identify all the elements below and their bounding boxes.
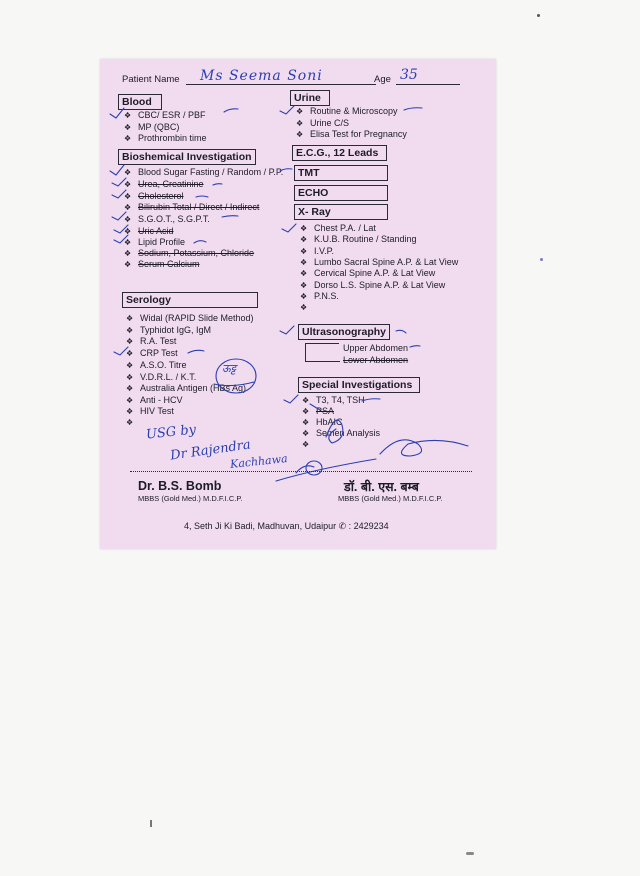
blood-item-mp: ❖ MP (QBC) [124, 122, 180, 132]
scan-speck [540, 258, 543, 261]
biochemical-title: Bioshemical Investigation [118, 149, 256, 165]
blood-item-cbc: ❖ CBC/ ESR / PBF [124, 110, 206, 120]
xray-item: ❖ [300, 303, 308, 312]
usg-item-upper: Upper Abdomen [343, 343, 409, 353]
biochem-item: ❖ Sodium, Potassium, Chloride [124, 248, 255, 258]
tmt-title: TMT [294, 165, 388, 181]
scan-speck [466, 852, 474, 855]
handwritten-circled-note: ऊट्ट [222, 362, 237, 375]
special-item: ❖ T3, T4, TSH [302, 395, 365, 405]
scan-speck [537, 14, 540, 17]
urine-title: Urine [290, 90, 330, 106]
biochem-item: ❖ Lipid Profile [124, 237, 186, 247]
serology-item: ❖ HIV Test [126, 406, 174, 416]
handwritten-usg-note-1: USG by [145, 422, 197, 443]
biochem-item: ❖ Blood Sugar Fasting / Random / P.P. [124, 167, 284, 177]
xray-item: ❖ K.U.B. Routine / Standing [300, 234, 417, 244]
urine-item: ❖ Urine C/S [296, 118, 350, 128]
biochem-item: ❖ Serum Calcium [124, 259, 200, 269]
blood-item-pt: ❖ Prothrombin time [124, 133, 207, 143]
footer-divider [130, 471, 472, 472]
echo-title: ECHO [294, 185, 388, 201]
serology-title: Serology [122, 292, 258, 308]
xray-item: ❖ Lumbo Sacral Spine A.P. & Lat View [300, 257, 459, 267]
xray-item: ❖ I.V.P. [300, 246, 335, 256]
doctor-qualification-en: MBBS (Gold Med.) M.D.F.I.C.P. [138, 494, 243, 503]
serology-item: ❖ Widal (RAPID Slide Method) [126, 313, 254, 323]
special-item: ❖ [302, 440, 310, 449]
serology-item: ❖ Australia Antigen (HBs Ag) [126, 383, 247, 393]
special-title: Special Investigations [298, 377, 420, 393]
xray-title: X- Ray [294, 204, 388, 220]
prescription-slip [100, 59, 496, 549]
patient-name-value: Ms Seema Soni [200, 68, 323, 84]
serology-item: ❖ V.D.R.L. / K.T. [126, 372, 197, 382]
serology-item: ❖ Anti - HCV [126, 395, 183, 405]
biochem-item: ❖ Bilirubin Total / Direct / Indirect [124, 202, 260, 212]
ink-marks [100, 59, 496, 549]
doctor-name-hi: डॉ. बी. एस. बम्ब [344, 480, 419, 494]
biochem-item: ❖ Urea, Creatinine [124, 179, 204, 189]
biochem-item: ❖ Cholesterol [124, 191, 184, 201]
age-label: Age [374, 74, 391, 85]
clinic-address: 4, Seth Ji Ki Badi, Madhuvan, Udaipur ✆ : 2429234 [184, 521, 389, 531]
ultrasonography-title: Ultrasonography [298, 324, 390, 340]
xray-item: ❖ Dorso L.S. Spine A.P. & Lat View [300, 280, 446, 290]
biochem-item: ❖ Uric Acid [124, 226, 174, 236]
xray-item: ❖ P.N.S. [300, 291, 339, 301]
xray-item: ❖ Chest P.A. / Lat [300, 223, 376, 233]
patient-name-label: Patient Name [122, 74, 180, 85]
age-value: 35 [400, 67, 418, 83]
handwritten-usg-note-2: Dr Rajendra [169, 437, 252, 464]
serology-item: ❖ A.S.O. Titre [126, 360, 187, 370]
urine-item: ❖ Elisa Test for Pregnancy [296, 129, 407, 139]
ecg-title: E.C.G., 12 Leads [292, 145, 387, 161]
serology-item: ❖ [126, 418, 134, 427]
special-item: ❖ HbAIC [302, 417, 343, 427]
doctor-name-en: Dr. B.S. Bomb [138, 479, 222, 493]
serology-item: ❖ CRP Test [126, 348, 178, 358]
doctor-qualification-hi: MBBS (Gold Med.) M.D.F.I.C.P. [338, 494, 443, 503]
serology-item: ❖ Typhidot IgG, IgM [126, 325, 212, 335]
scan-speck [150, 820, 152, 827]
special-item: ❖ Semen Analysis [302, 428, 381, 438]
usg-item-lower: Lower Abdomen [343, 355, 409, 365]
serology-item: ❖ R.A. Test [126, 336, 177, 346]
urine-item: ❖ Routine & Microscopy [296, 106, 398, 116]
blood-title: Blood [118, 94, 162, 110]
handwritten-usg-note-3: Kachhawa [229, 452, 289, 471]
xray-item: ❖ Cervical Spine A.P. & Lat View [300, 268, 436, 278]
biochem-item: ❖ S.G.O.T., S.G.P.T. [124, 214, 210, 224]
special-item: ❖ PSA [302, 406, 335, 416]
